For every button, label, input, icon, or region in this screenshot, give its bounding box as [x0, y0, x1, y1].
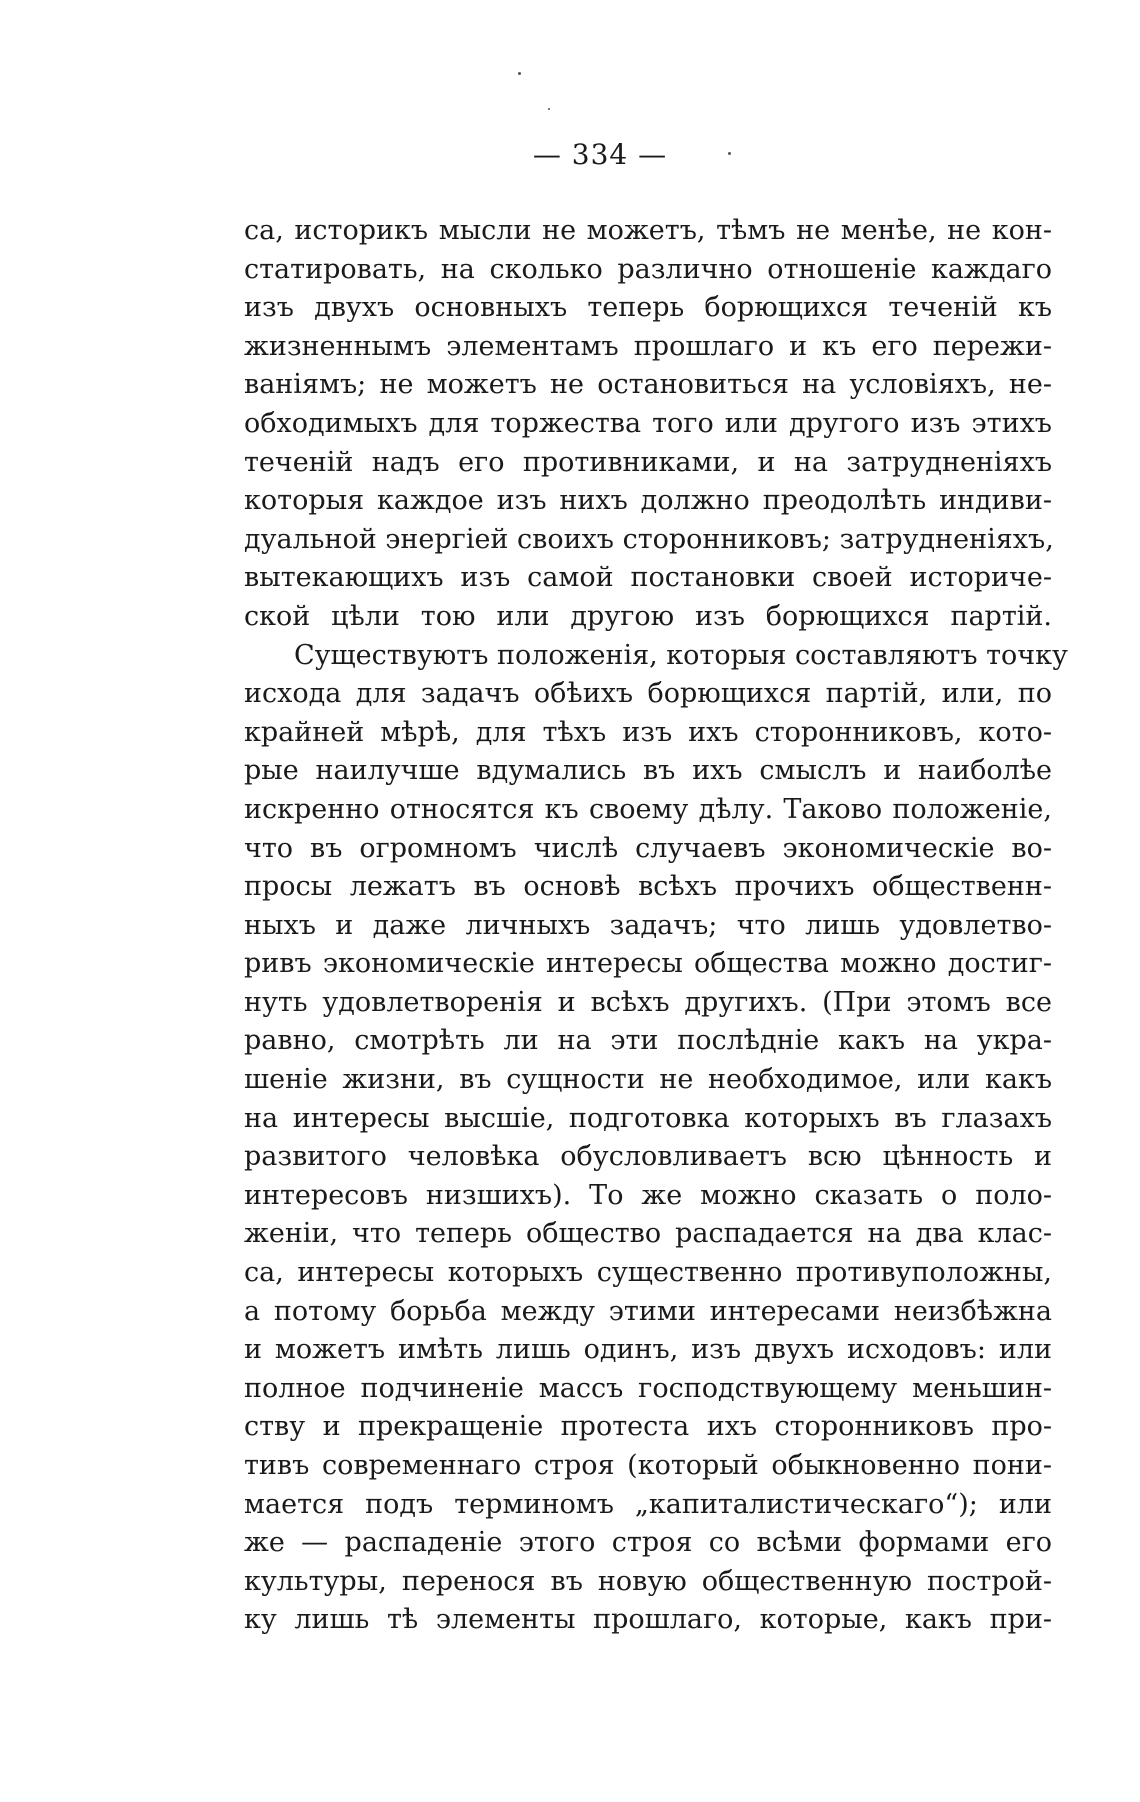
- text-line: и можетъ имѣть лишь одинъ, изъ двухъ исходовъ: или: [244, 1334, 1052, 1366]
- print-speck: [548, 108, 550, 110]
- text-line: са, историкъ мысли не можетъ, тѣмъ не менѣе, не кон-: [244, 215, 1052, 246]
- text-line: искренно относятся къ своему дѣлу. Таково положеніе,: [244, 793, 1052, 825]
- text-line: которыя каждое изъ нихъ должно преодолѣть индиви-: [244, 485, 1052, 517]
- text-line: женіи, что теперь общество распадается на два клас-: [244, 1218, 1052, 1250]
- text-line: статировать, на сколько различно отношеніе каждаго: [244, 253, 1052, 285]
- text-line: же — распаденіе этого строя со всѣми формами его: [244, 1527, 1052, 1559]
- text-line: обходимыхъ для торжества того или другого изъ этихъ: [244, 407, 1052, 439]
- text-line: ской цѣли тою или другою изъ борющихся партій.: [244, 600, 1052, 632]
- page-number: — 334 —: [532, 138, 668, 171]
- text-line: ку лишь тѣ элементы прошлаго, которые, какъ при-: [244, 1604, 1052, 1636]
- text-line: изъ двухъ основныхъ теперь борющихся теченій къ: [244, 292, 1052, 324]
- text-line: на интересы высшіе, подготовка которыхъ въ глазахъ: [244, 1102, 1052, 1134]
- text-line: са, интересы которыхъ существенно противуположны,: [244, 1257, 1052, 1289]
- text-line: ству и прекращеніе протеста ихъ сторонниковъ про-: [244, 1411, 1052, 1443]
- text-line: дуальной энергіей своихъ сторонниковъ; затрудненіяхъ,: [244, 523, 1054, 555]
- text-line: шеніе жизни, въ сущности не необходимое, или какъ: [244, 1064, 1052, 1096]
- text-line: крайней мѣрѣ, для тѣхъ изъ ихъ сторонниковъ, кото-: [244, 716, 1052, 748]
- print-speck: [518, 72, 521, 75]
- text-line: ныхъ и даже личныхъ задачъ; что лишь удовлетво-: [244, 909, 1052, 941]
- text-line: полное подчиненіе массъ господствующему меньшин-: [244, 1372, 1052, 1404]
- text-line: вытекающихъ изъ самой постановки своей историче-: [244, 562, 1052, 594]
- text-line: культуры, перенося въ новую общественную построй-: [244, 1565, 1052, 1597]
- text-line: интересовъ низшихъ). То же можно сказать о поло-: [244, 1179, 1052, 1211]
- text-line: теченій надъ его противниками, и на затрудненіяхъ: [244, 446, 1052, 478]
- text-line: рые наилучше вдумались въ ихъ смыслъ и наиболѣе: [244, 755, 1052, 787]
- text-line: просы лежатъ въ основѣ всѣхъ прочихъ общественн-: [244, 871, 1052, 903]
- text-line: что въ огромномъ числѣ случаевъ экономическіе во-: [244, 832, 1052, 864]
- text-line: жизненнымъ элементамъ прошлаго и къ его пережи-: [244, 330, 1052, 362]
- body-text: [244, 212, 1068, 1640]
- text-line: а потому борьба между этими интересами неизбѣжна: [244, 1295, 1052, 1327]
- text-line: исхода для задачъ обѣихъ борющихся партій, или, по: [244, 678, 1052, 710]
- text-line: нуть удовлетворенія и всѣхъ другихъ. (При этомъ все: [244, 986, 1052, 1018]
- text-line: развитого человѣка обусловливаетъ всю цѣнность и: [244, 1141, 1052, 1173]
- text-line: ваніямъ; не можетъ не остановиться на условіяхъ, не-: [244, 369, 1052, 401]
- text-line: ривъ экономическіе интересы общества можно достиг-: [244, 948, 1052, 980]
- paragraph-start-line: Существуютъ положенія, которыя составляютъ точку: [294, 639, 1068, 671]
- text-line: тивъ современнаго строя (который обыкновенно пони-: [244, 1450, 1052, 1481]
- text-line: мается подъ терминомъ „капиталистическаго“); или: [244, 1488, 1052, 1520]
- text-line: равно, смотрѣть ли на эти послѣдніе какъ на укра-: [244, 1025, 1052, 1057]
